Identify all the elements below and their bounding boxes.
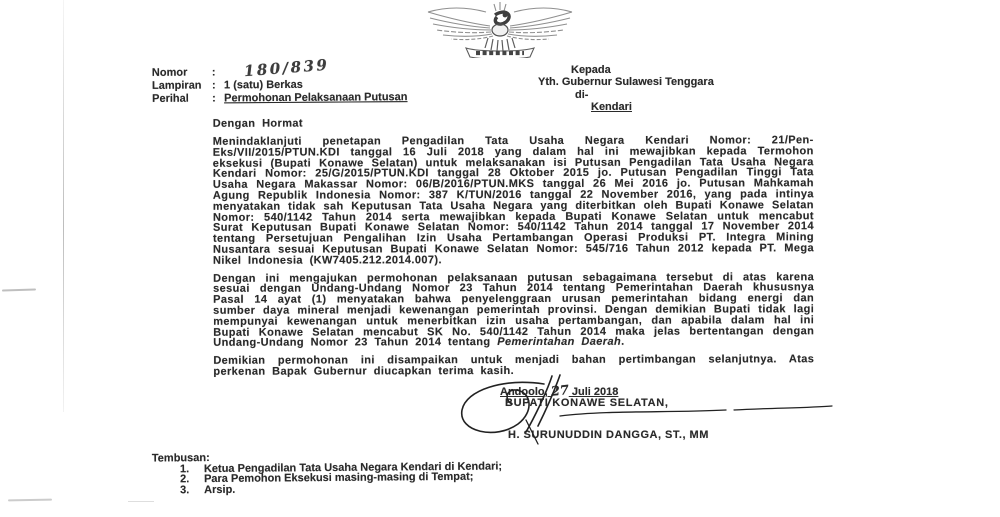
item-text: Arsip.: [204, 483, 236, 496]
item-number: 2.: [179, 473, 190, 486]
place: Andoolo,: [500, 386, 551, 398]
letter-body: [213, 109, 815, 377]
paragraph-3: Demikian permohonan ini disampaikan untuk menjadi bahan pertimbangan selanjutnya. Atas perkenan Bapak Gubernur diucapkan terima kasih.: [213, 353, 815, 378]
item-number: 3.: [180, 484, 190, 497]
scan-mark: [128, 501, 154, 502]
tembusan-label: Tembusan:: [151, 452, 210, 465]
garuda-pancasila-icon: [424, 0, 576, 58]
perihal-label: Perihal: [152, 92, 189, 105]
item-text: Ketua Pengadilan Tata Usaha Negara Kendari di Kendari;: [203, 460, 503, 476]
paragraph-2-main: Dengan ini mengajukan permohonan pelaksanaan putusan sebagaimana tersebut di atas karena sesuai dengan Undang-Undang Nomor 23 Tahun 2014 tentang Pemerintahan Daerah khususnya Pasal 14 ayat (1) menyatakan bahwa penyelenggraan urusan pemerintahan bidang energi dan sumber daya mineral menjadi kewenangan pemerintah provinsi. Dengan demikian Bupati tidak lagi mempunyai kewenangan untuk menerbitkan izin usaha pertambangan, dan apabila dalam hal ini Bupati Konawe Selatan mencabut SK No. 540/1142 Tahun 2014 maka jelas bertentangan dengan Undang-Undang Nomor 23 Tahun 2014 tentang: [213, 270, 815, 350]
di-line: di-: [575, 88, 589, 101]
salutation: Dengan Hormat: [212, 117, 304, 130]
handwritten-date: 27: [549, 383, 570, 400]
signature-scribble-icon: [448, 374, 838, 446]
perihal-value: Permohonan Pelaksanaan Putusan: [224, 90, 408, 105]
recipient-city: Kendari: [591, 101, 632, 114]
letter-meta-block: [151, 55, 408, 105]
colon: :: [212, 92, 216, 105]
paragraph-2-period: .: [621, 336, 625, 349]
item-number: 1.: [179, 463, 190, 476]
scan-mark: [2, 288, 36, 291]
lampiran-label: Lampiran: [151, 79, 202, 92]
tembusan-item: [152, 482, 502, 495]
scan-mark: [8, 499, 52, 502]
recipient-name-line: Yth. Gubernur Sulawesi Tenggara: [538, 76, 714, 89]
signer-name: H. SURUNUDDIN DANGGA, ST., MM: [508, 429, 709, 441]
colon: :: [211, 79, 216, 92]
lampiran-value: 1 (satu) Berkas: [223, 78, 303, 92]
kepada-line: Kepada: [571, 64, 611, 76]
nomor-handwritten-value: 180/839: [243, 55, 331, 81]
paragraph-1: Menindaklanjuti penetapan Pengadilan Tata Usaha Negara Kendari Nomor: 21/Pen-Eks/VII/2015/PTUN.KDI tanggal 16 Juli 2018 yang dalam hal ini mewajibkan kepada Termohon eksekusi (Bupati Konawe Selatan) untuk melaksanakan isi Putusan Pengadilan Tata Usaha Negara Kendari Nomor: 25/G/2015/PTUN.KDI tanggal 28 Oktober 2015 jo. Putusan Pengadilan Tinggi Tata Usaha Negara Makassar Nomor: 06/B/2016/PTUN.MKS tanggal 26 Mei 2016 jo. Putusan Mahkamah Agung Republik Indonesia Nomor: 387 K/TUN/2016 tanggal 22 November 2016, yang pada intinya menyatakan tidak sah Keputusan Tata Usaha Negara yang diterbitkan oleh Bupati Konawe Selatan Nomor: 540/1142 Tahun 2014 serta mewajibkan kepada Bupati Konawe Selatan untuk mencabut Surat Keputusan Bupati Konawe Selatan Nomor: 540/1142 Tahun 2014 tanggal 17 November 2014 tentang Persetujuan Pengalihan Izin Usaha Pertambangan Operasi Produksi PT. Integra Mining Nusantara sesuai Keputusan Bupati Konawe Selatan Nomor: 545/716 Tahun 2012 kepada PT. Mega Nikel Indonesia (KW7405.212.2014.007).: [212, 134, 815, 267]
item-text: Para Pemohon Eksekusi masing-masing di Tempat;: [203, 471, 474, 486]
date: Juli 2018: [568, 386, 619, 398]
colon: :: [211, 66, 216, 79]
scan-edge-line: [63, 0, 64, 412]
signer-title: BUPATI KONAWE SELATAN,: [505, 397, 669, 409]
nomor-label: Nomor: [151, 66, 188, 79]
paragraph-2: [213, 272, 814, 349]
perihal-row: [152, 91, 407, 106]
tembusan-block: [152, 450, 502, 495]
recipient-block: [538, 64, 714, 114]
paragraph-2-italic: Pemerintahan Daerah: [497, 336, 622, 349]
